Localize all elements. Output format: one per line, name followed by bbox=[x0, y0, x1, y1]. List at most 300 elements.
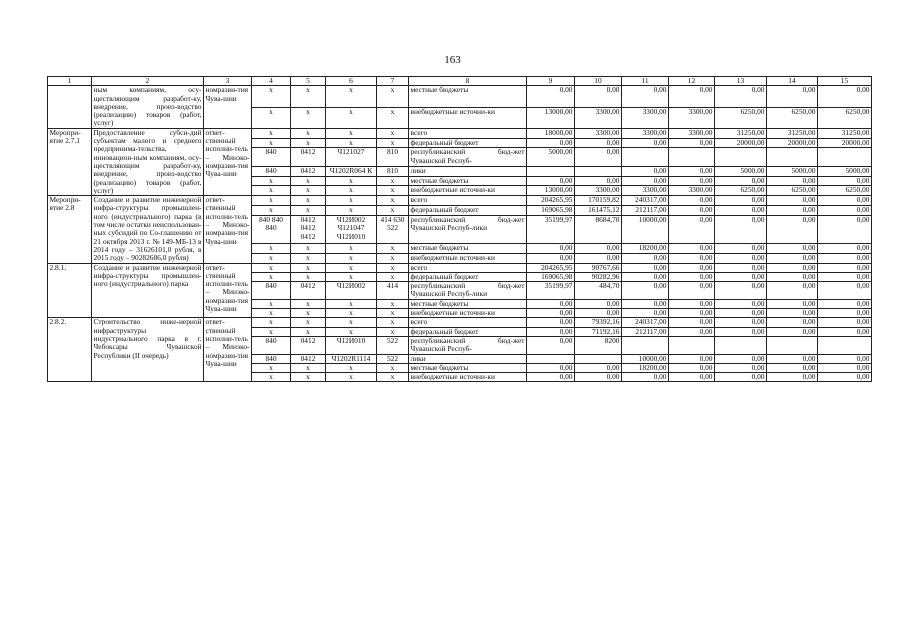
value-cell: 5000,00 bbox=[818, 166, 872, 176]
event-executor: номразви-тия Чува-шии bbox=[204, 86, 252, 128]
code-cell: x bbox=[252, 263, 291, 272]
event-title: Создание и развитие инженерной инфра-структуры промышлен-ного (индустриального) парка bbox=[92, 263, 204, 318]
value-cell: 240317,00 bbox=[622, 196, 669, 206]
funding-source: лики bbox=[409, 166, 527, 176]
code-cell: x bbox=[326, 196, 377, 206]
code-cell: x bbox=[326, 318, 377, 327]
value-cell: 204265,95 bbox=[527, 263, 575, 272]
value-cell: 0,00 bbox=[767, 363, 818, 372]
column-header: 7 bbox=[377, 77, 409, 86]
code-cell: 840 840 840 bbox=[252, 216, 291, 244]
code-cell: x bbox=[291, 309, 326, 318]
value-cell: 0,00 bbox=[818, 327, 872, 336]
value-cell: 8200 bbox=[575, 336, 622, 354]
value-cell: 0,00 bbox=[669, 299, 715, 308]
table-row bbox=[48, 196, 872, 206]
value-cell: 0,00 bbox=[575, 373, 622, 382]
value-cell: 0,00 bbox=[622, 299, 669, 308]
value-cell: 0,00 bbox=[622, 263, 669, 272]
code-cell: x bbox=[326, 206, 377, 216]
value-cell: 484,70 bbox=[575, 282, 622, 300]
value-cell: 212117,00 bbox=[622, 206, 669, 216]
event-id: Меропри-ятие 2.8 bbox=[48, 196, 92, 263]
value-cell: 18200,00 bbox=[622, 243, 669, 253]
value-cell: 79392,16 bbox=[575, 318, 622, 327]
value-cell: 0,00 bbox=[767, 373, 818, 382]
code-cell: x bbox=[252, 86, 291, 107]
value-cell: 0,00 bbox=[818, 354, 872, 363]
value-cell: 0,00 bbox=[767, 263, 818, 272]
code-cell: x bbox=[377, 243, 409, 253]
value-cell: 0,00 bbox=[767, 243, 818, 253]
code-cell: x bbox=[377, 186, 409, 196]
value-cell: 0,00 bbox=[818, 318, 872, 327]
funding-source: внебюджетные источни-ки bbox=[409, 253, 527, 263]
value-cell: 0,00 bbox=[622, 166, 669, 176]
code-cell: x bbox=[377, 263, 409, 272]
value-cell: 0,00 bbox=[818, 309, 872, 318]
code-cell: x bbox=[252, 196, 291, 206]
value-cell bbox=[818, 148, 872, 166]
funding-source: местные бюджеты bbox=[409, 363, 527, 372]
code-cell: x bbox=[291, 128, 326, 138]
value-cell bbox=[669, 148, 715, 166]
value-cell: 35199,97 bbox=[527, 282, 575, 300]
value-cell: 10000,00 bbox=[622, 354, 669, 363]
value-cell: 0,00 bbox=[818, 272, 872, 281]
value-cell: 0,00 bbox=[527, 363, 575, 372]
value-cell: 3300,00 bbox=[622, 128, 669, 138]
value-cell bbox=[575, 354, 622, 363]
column-header: 11 bbox=[622, 77, 669, 86]
value-cell: 0,00 bbox=[669, 354, 715, 363]
code-cell: x bbox=[291, 363, 326, 372]
value-cell: 13000,00 bbox=[527, 186, 575, 196]
code-cell: 840 bbox=[252, 282, 291, 300]
code-cell: x bbox=[252, 253, 291, 263]
value-cell: 10000,00 bbox=[622, 216, 669, 244]
value-cell: 13000,00 bbox=[527, 107, 575, 128]
funding-source: внебюджетные источни-ки bbox=[409, 309, 527, 318]
funding-source: внебюджетные источни-ки bbox=[409, 107, 527, 128]
code-cell: 810 bbox=[377, 166, 409, 176]
code-cell: x bbox=[252, 243, 291, 253]
code-cell: x bbox=[326, 86, 377, 107]
code-cell: x bbox=[252, 186, 291, 196]
value-cell: 0,00 bbox=[715, 282, 767, 300]
code-cell: x bbox=[252, 272, 291, 281]
code-cell: x bbox=[291, 176, 326, 186]
value-cell: 0,00 bbox=[669, 282, 715, 300]
code-cell: Ч12И002 Ч121047 Ч12И010 bbox=[326, 216, 377, 244]
code-cell: x bbox=[377, 86, 409, 107]
funding-source: республиканский бюд-жет Чувашской Респуб-лики bbox=[410, 281, 525, 299]
value-cell: 0,00 bbox=[818, 216, 872, 244]
code-cell: x bbox=[326, 309, 377, 318]
value-cell: 0,00 bbox=[622, 176, 669, 186]
value-cell: 20000,00 bbox=[767, 138, 818, 148]
value-cell: 0,00 bbox=[715, 253, 767, 263]
code-cell: 414 630 522 bbox=[377, 216, 409, 244]
funding-source: всего bbox=[409, 128, 527, 138]
value-cell: 0,00 bbox=[818, 86, 872, 107]
value-cell: 0,00 bbox=[622, 86, 669, 107]
value-cell: 0,00 bbox=[669, 318, 715, 327]
value-cell: 0,00 bbox=[669, 363, 715, 372]
value-cell: 0,00 bbox=[575, 243, 622, 253]
budget-table bbox=[47, 76, 872, 382]
value-cell: 18200,00 bbox=[622, 363, 669, 372]
table-row bbox=[48, 86, 872, 107]
value-cell: 0,00 bbox=[622, 282, 669, 300]
value-cell: 3300,00 bbox=[622, 107, 669, 128]
event-title: ным компаниям, осу-ществляющим разработ-ку, внедрение, произ-водство (реализацию) товаров (работ, услуг) bbox=[93, 85, 202, 128]
code-cell: x bbox=[252, 318, 291, 327]
value-cell: 0,00 bbox=[715, 196, 767, 206]
value-cell: 0,00 bbox=[527, 336, 575, 354]
value-cell: 0,00 bbox=[527, 318, 575, 327]
value-cell: 0,00 bbox=[715, 327, 767, 336]
value-cell: 0,00 bbox=[575, 86, 622, 107]
column-header: 6 bbox=[326, 77, 377, 86]
value-cell: 0,00 bbox=[669, 166, 715, 176]
value-cell: 0,00 bbox=[575, 299, 622, 308]
table-row bbox=[48, 318, 872, 327]
value-cell: 161475,12 bbox=[575, 206, 622, 216]
funding-source: федеральный бюджет bbox=[409, 138, 527, 148]
value-cell: 0,00 bbox=[715, 86, 767, 107]
value-cell: 3300,00 bbox=[622, 186, 669, 196]
column-header: 14 bbox=[767, 77, 818, 86]
value-cell: 0,00 bbox=[715, 263, 767, 272]
code-cell: 0412 bbox=[291, 354, 326, 363]
code-cell: x bbox=[326, 363, 377, 372]
column-header: 12 bbox=[669, 77, 715, 86]
value-cell: 0,00 bbox=[575, 253, 622, 263]
code-cell: Ч1202R064 К bbox=[326, 166, 377, 176]
value-cell: 5000,00 bbox=[715, 166, 767, 176]
value-cell: 0,00 bbox=[669, 272, 715, 281]
code-cell: 522 bbox=[377, 354, 409, 363]
value-cell: 0,00 bbox=[818, 206, 872, 216]
value-cell: 0,00 bbox=[767, 299, 818, 308]
column-header: 5 bbox=[291, 77, 326, 86]
funding-source: местные бюджеты bbox=[409, 86, 527, 107]
value-cell: 0,00 bbox=[669, 373, 715, 382]
value-cell: 0,00 bbox=[715, 272, 767, 281]
code-cell: 810 bbox=[377, 148, 409, 166]
value-cell: 6250,00 bbox=[818, 186, 872, 196]
value-cell: 0,00 bbox=[527, 327, 575, 336]
header-row bbox=[48, 77, 872, 86]
code-cell: x bbox=[252, 128, 291, 138]
value-cell: 0,00 bbox=[767, 318, 818, 327]
value-cell: 0,00 bbox=[818, 299, 872, 308]
event-id bbox=[48, 86, 92, 128]
value-cell: 0,00 bbox=[818, 176, 872, 186]
event-executor: ответ-ственный исполни-тель – Минэко-номразви-тия Чува-шии bbox=[204, 318, 252, 382]
column-header: 10 bbox=[575, 77, 622, 86]
value-cell: 18000,00 bbox=[527, 128, 575, 138]
value-cell: 0,00 bbox=[669, 86, 715, 107]
code-cell: x bbox=[291, 186, 326, 196]
value-cell: 0,00 bbox=[767, 86, 818, 107]
value-cell: 0,00 bbox=[575, 148, 622, 166]
code-cell: x bbox=[326, 253, 377, 263]
value-cell: 0,00 bbox=[669, 263, 715, 272]
event-id: 2.8.1. bbox=[48, 263, 92, 318]
value-cell: 3300,00 bbox=[575, 186, 622, 196]
code-cell: Ч12И010 bbox=[326, 336, 377, 354]
value-cell: 20000,00 bbox=[818, 138, 872, 148]
code-cell: x bbox=[377, 128, 409, 138]
code-cell: x bbox=[377, 253, 409, 263]
value-cell: 5000,00 bbox=[767, 166, 818, 176]
table-row bbox=[48, 263, 872, 272]
value-cell: 31250,00 bbox=[818, 128, 872, 138]
code-cell: x bbox=[252, 327, 291, 336]
value-cell: 0,00 bbox=[622, 253, 669, 263]
value-cell: 0,00 bbox=[622, 272, 669, 281]
value-cell: 0,00 bbox=[715, 176, 767, 186]
code-cell: 840 bbox=[252, 148, 291, 166]
funding-source: местные бюджеты bbox=[409, 299, 527, 308]
value-cell: 71192,16 bbox=[575, 327, 622, 336]
code-cell: x bbox=[377, 196, 409, 206]
value-cell: 0,00 bbox=[767, 327, 818, 336]
column-header: 15 bbox=[818, 77, 872, 86]
column-header: 1 bbox=[48, 77, 92, 86]
value-cell: 0,00 bbox=[527, 138, 575, 148]
code-cell: x bbox=[377, 272, 409, 281]
value-cell: 0,00 bbox=[527, 86, 575, 107]
code-cell: Ч121027 bbox=[326, 148, 377, 166]
value-cell bbox=[767, 336, 818, 354]
code-cell: x bbox=[291, 373, 326, 382]
value-cell: 0,00 bbox=[527, 243, 575, 253]
code-cell: x bbox=[326, 299, 377, 308]
code-cell: x bbox=[326, 107, 377, 128]
code-cell: x bbox=[377, 309, 409, 318]
value-cell: 0,00 bbox=[715, 309, 767, 318]
value-cell bbox=[715, 336, 767, 354]
value-cell bbox=[622, 148, 669, 166]
code-cell: x bbox=[291, 196, 326, 206]
value-cell: 6250,00 bbox=[715, 107, 767, 128]
value-cell: 0,00 bbox=[669, 309, 715, 318]
code-cell: x bbox=[377, 299, 409, 308]
value-cell: 0,00 bbox=[622, 373, 669, 382]
column-header: 9 bbox=[527, 77, 575, 86]
page-number: 163 bbox=[444, 54, 461, 66]
value-cell bbox=[818, 336, 872, 354]
funding-source: местные бюджеты bbox=[409, 176, 527, 186]
value-cell: 3300,00 bbox=[669, 107, 715, 128]
value-cell: 0,00 bbox=[818, 243, 872, 253]
value-cell: 31250,00 bbox=[767, 128, 818, 138]
value-cell: 0,00 bbox=[767, 354, 818, 363]
value-cell: 0,00 bbox=[767, 216, 818, 244]
value-cell: 0,00 bbox=[669, 327, 715, 336]
code-cell: x bbox=[291, 86, 326, 107]
code-cell: x bbox=[291, 327, 326, 336]
code-cell: x bbox=[326, 373, 377, 382]
value-cell: 0,00 bbox=[669, 196, 715, 206]
value-cell: 0,00 bbox=[669, 138, 715, 148]
funding-source: республиканский бюд-жет Чувашской Респуб- bbox=[410, 147, 525, 165]
value-cell: 0,00 bbox=[818, 263, 872, 272]
event-executor: ответ-ственный исполни-тель – Минэко-номразви-тия Чува-шии bbox=[204, 263, 252, 318]
code-cell: x bbox=[291, 272, 326, 281]
code-cell: x bbox=[377, 327, 409, 336]
code-cell: x bbox=[252, 309, 291, 318]
code-cell: x bbox=[377, 107, 409, 128]
code-cell: x bbox=[291, 206, 326, 216]
value-cell: 0,00 bbox=[818, 363, 872, 372]
value-cell bbox=[669, 336, 715, 354]
code-cell: x bbox=[291, 107, 326, 128]
code-cell: x bbox=[326, 243, 377, 253]
value-cell: 0,00 bbox=[818, 373, 872, 382]
code-cell: x bbox=[291, 299, 326, 308]
value-cell: 0,00 bbox=[767, 206, 818, 216]
value-cell: 0,00 bbox=[767, 272, 818, 281]
value-cell: 3300,00 bbox=[575, 128, 622, 138]
value-cell: 3300,00 bbox=[669, 186, 715, 196]
value-cell: 0,00 bbox=[818, 253, 872, 263]
funding-source: всего bbox=[409, 263, 527, 272]
column-header: 4 bbox=[252, 77, 291, 86]
funding-source: всего bbox=[409, 196, 527, 206]
funding-source: внебюджетные источни-ки bbox=[409, 186, 527, 196]
value-cell: 0,00 bbox=[818, 282, 872, 300]
funding-source: внебюджетные источни-ки bbox=[409, 373, 527, 382]
code-cell: x bbox=[377, 176, 409, 186]
code-cell: x bbox=[252, 176, 291, 186]
column-header: 8 bbox=[409, 77, 527, 86]
funding-source: лики bbox=[409, 354, 527, 363]
value-cell: 0,00 bbox=[575, 309, 622, 318]
value-cell: 212117,00 bbox=[622, 327, 669, 336]
code-cell: 0412 bbox=[291, 148, 326, 166]
value-cell: 31250,00 bbox=[715, 128, 767, 138]
value-cell: 0,00 bbox=[527, 253, 575, 263]
code-cell: 0412 0412 0412 bbox=[291, 216, 326, 244]
value-cell: 0,00 bbox=[527, 176, 575, 186]
code-cell: Ч1202R1114 bbox=[326, 354, 377, 363]
value-cell: 0,00 bbox=[669, 243, 715, 253]
event-title: Предоставление субси-дий субъектам малого и среднего предпринима-тельства, инновацион-ным компаниям, осу-ществляющим разработ-ку, внедрение, произ-водство (реализацию) товаров (работ, услуг) bbox=[93, 128, 202, 195]
value-cell: 0,00 bbox=[527, 299, 575, 308]
value-cell: 0,00 bbox=[715, 299, 767, 308]
value-cell: 0,00 bbox=[622, 309, 669, 318]
value-cell: 0,00 bbox=[715, 363, 767, 372]
value-cell bbox=[715, 148, 767, 166]
value-cell: 0,00 bbox=[715, 318, 767, 327]
code-cell: x bbox=[326, 327, 377, 336]
code-cell: x bbox=[326, 138, 377, 148]
code-cell: x bbox=[252, 373, 291, 382]
value-cell: 0,00 bbox=[575, 363, 622, 372]
code-cell: x bbox=[291, 318, 326, 327]
value-cell: 0,00 bbox=[767, 196, 818, 206]
value-cell: 0,00 bbox=[669, 216, 715, 244]
event-title: Строительство инже-нерной инфраструктуры индустриального парка в г. Чебоксары Чувашской Республики (II очередь) bbox=[92, 318, 204, 382]
value-cell: 0,00 bbox=[715, 243, 767, 253]
value-cell: 0,00 bbox=[527, 309, 575, 318]
value-cell: 0,00 bbox=[767, 309, 818, 318]
column-header: 2 bbox=[92, 77, 204, 86]
code-cell: 0412 bbox=[291, 282, 326, 300]
value-cell: 170159,82 bbox=[575, 196, 622, 206]
value-cell: 169065,98 bbox=[527, 206, 575, 216]
code-cell: x bbox=[291, 138, 326, 148]
value-cell bbox=[622, 336, 669, 354]
funding-source: всего bbox=[409, 318, 527, 327]
value-cell bbox=[767, 148, 818, 166]
code-cell: x bbox=[291, 253, 326, 263]
code-cell: x bbox=[252, 138, 291, 148]
value-cell: 0,00 bbox=[669, 176, 715, 186]
event-title: Создание и развитие инженерной инфра-структуры промышлен-ного (индустриального) парка (в том числе остатки неиспользован-ных субсидий по Со-глашению от 21 октября 2013 г. № 149-МБ-13 в 2014 году – 31626101,0 рубля, в 2015 году – 90282686,0 рубля) bbox=[93, 195, 202, 263]
funding-source: местные бюджеты bbox=[409, 243, 527, 253]
code-cell: x bbox=[377, 206, 409, 216]
value-cell: 90767,66 bbox=[575, 263, 622, 272]
value-cell: 3300,00 bbox=[575, 107, 622, 128]
code-cell: x bbox=[377, 373, 409, 382]
code-cell: x bbox=[326, 128, 377, 138]
code-cell: x bbox=[326, 186, 377, 196]
code-cell: x bbox=[377, 318, 409, 327]
event-id: Меропри-ятие 2.7.1 bbox=[48, 128, 92, 195]
event-executor: ответ-ственный исполни-тель – Минэко-номразви-тия Чува-шии bbox=[204, 196, 252, 263]
value-cell: 0,00 bbox=[527, 373, 575, 382]
column-header: 3 bbox=[204, 77, 252, 86]
code-cell: x bbox=[326, 263, 377, 272]
code-cell: 840 bbox=[252, 354, 291, 363]
value-cell: 0,00 bbox=[715, 354, 767, 363]
value-cell: 8684,70 bbox=[575, 216, 622, 244]
value-cell: 0,00 bbox=[669, 206, 715, 216]
value-cell: 5000,00 bbox=[527, 148, 575, 166]
code-cell: x bbox=[252, 107, 291, 128]
code-cell: x bbox=[326, 272, 377, 281]
value-cell bbox=[527, 354, 575, 363]
code-cell: x bbox=[377, 363, 409, 372]
code-cell: 0412 bbox=[291, 166, 326, 176]
code-cell: 840 bbox=[252, 166, 291, 176]
value-cell: 0,00 bbox=[715, 206, 767, 216]
funding-source: федеральный бюджет bbox=[409, 272, 527, 281]
value-cell: 0,00 bbox=[575, 138, 622, 148]
value-cell: 90282,96 bbox=[575, 272, 622, 281]
value-cell: 6250,00 bbox=[818, 107, 872, 128]
code-cell: 0412 bbox=[291, 336, 326, 354]
value-cell bbox=[575, 166, 622, 176]
value-cell: 240317,00 bbox=[622, 318, 669, 327]
value-cell bbox=[527, 166, 575, 176]
value-cell: 3300,00 bbox=[669, 128, 715, 138]
value-cell: 0,00 bbox=[767, 253, 818, 263]
value-cell: 20000,00 bbox=[715, 138, 767, 148]
code-cell: x bbox=[326, 176, 377, 186]
value-cell: 169065,98 bbox=[527, 272, 575, 281]
code-cell: 840 bbox=[252, 336, 291, 354]
value-cell: 0,00 bbox=[767, 282, 818, 300]
code-cell: x bbox=[252, 206, 291, 216]
funding-source: республиканский бюд-жет Чувашской Респуб- bbox=[410, 336, 525, 354]
funding-source: республиканский бюд-жет Чувашской Респуб-лики bbox=[409, 216, 527, 244]
